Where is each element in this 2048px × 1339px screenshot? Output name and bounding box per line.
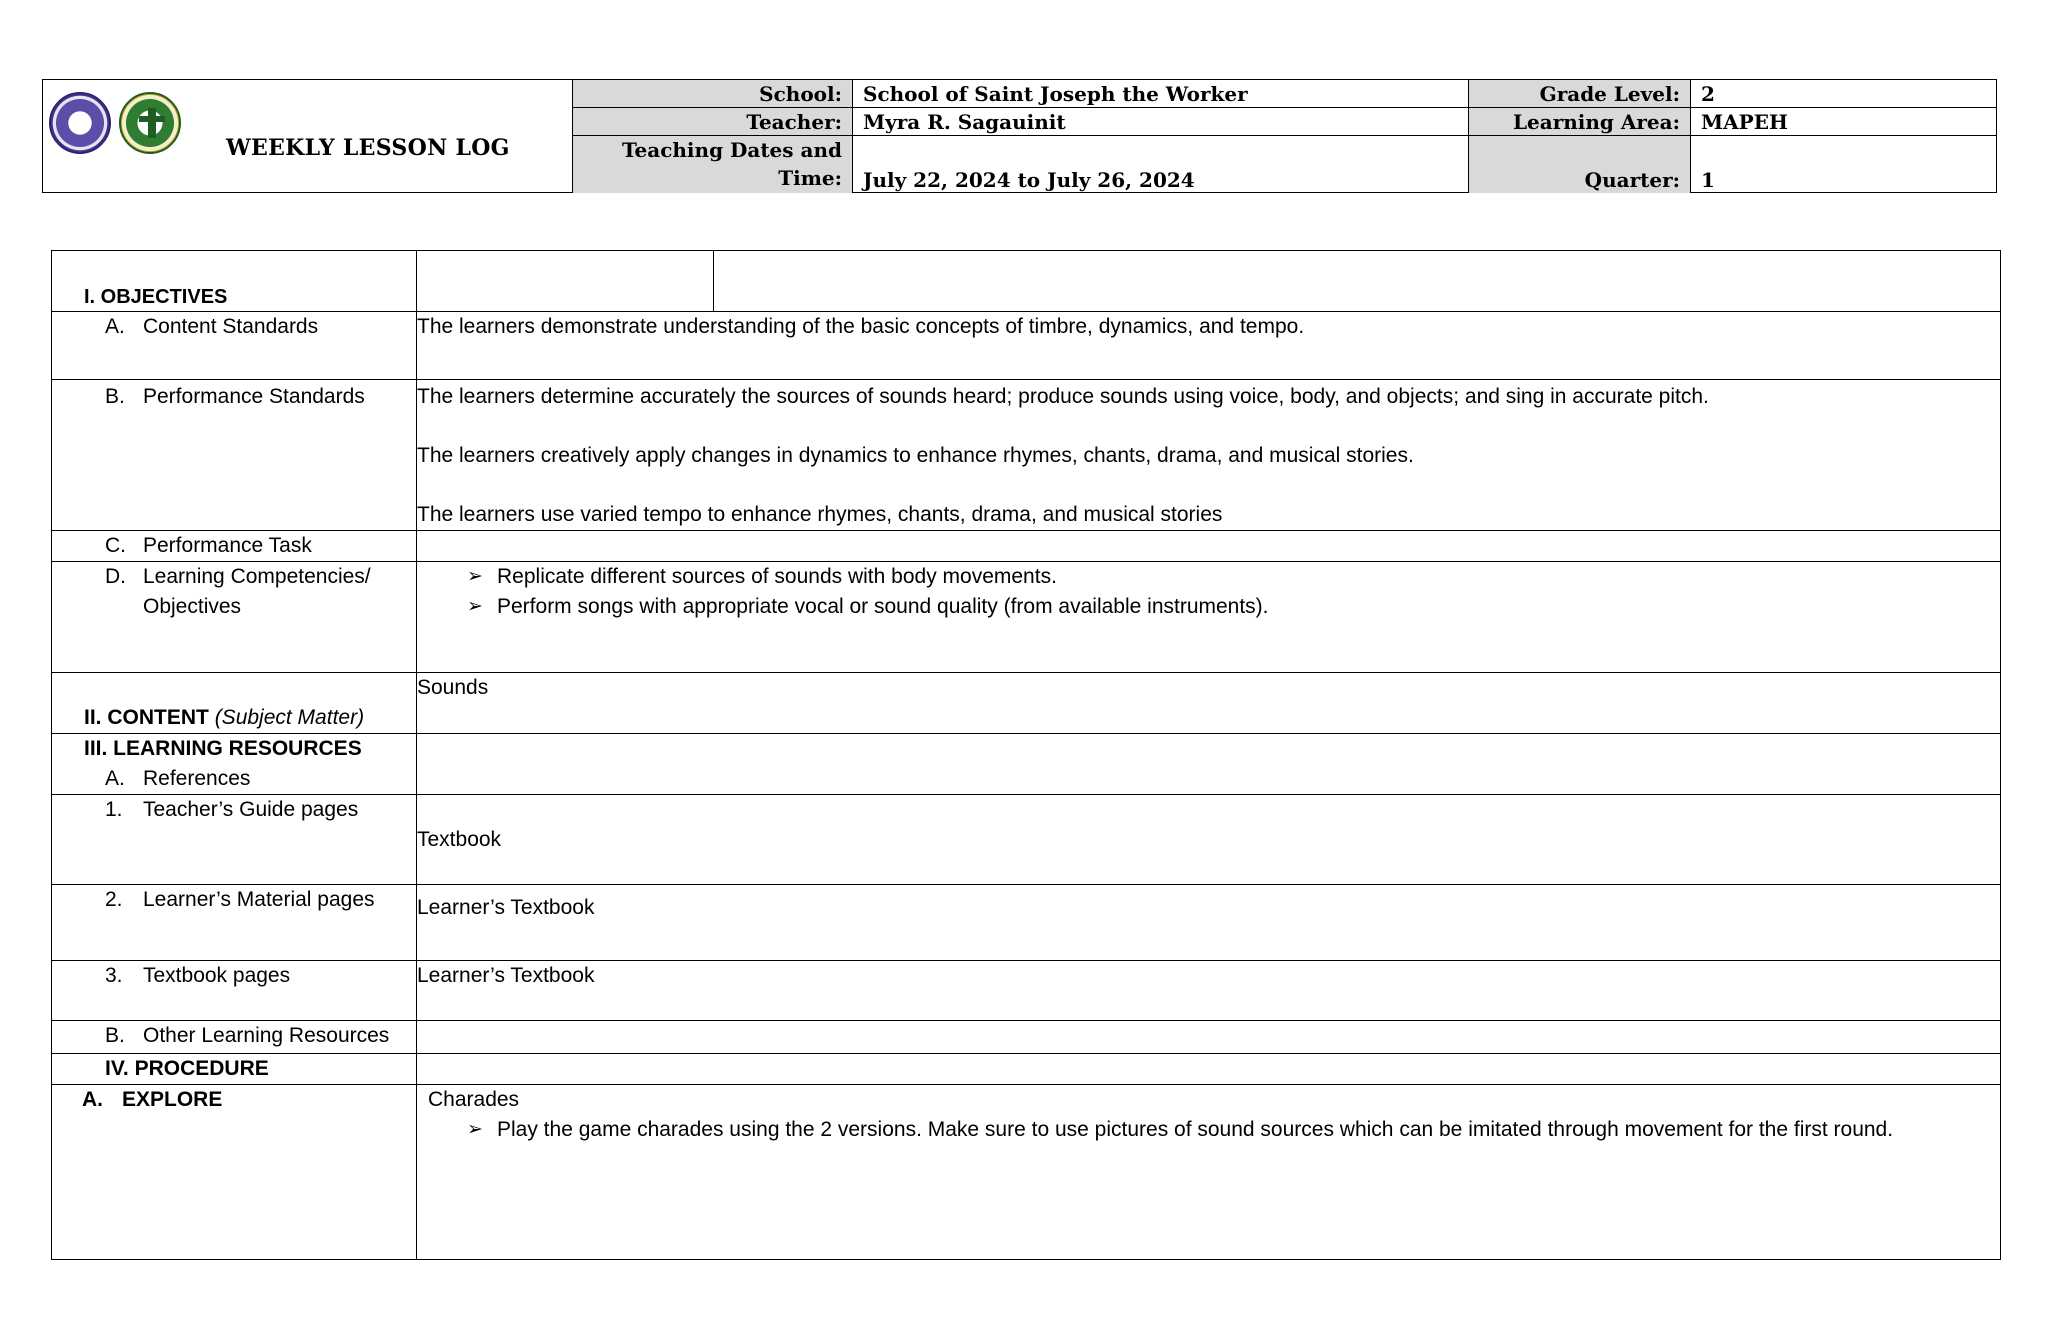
content-heading-italic: (Subject Matter) (214, 706, 365, 729)
list-item-text: Play the game charades using the 2 versions. Make sure to use pictures of sound sources which can be imitated through movement for the first round. (497, 1118, 1894, 1141)
learning-area-value: MAPEH (1691, 108, 1996, 136)
resources-blank-cell (417, 734, 2001, 795)
performance-task-label (52, 531, 416, 561)
content-heading-text: II. CONTENT (84, 706, 209, 729)
list-label: Other Learning Resources (143, 1024, 390, 1047)
content-value: Sounds (417, 673, 2001, 734)
list-label: Performance Task (143, 534, 312, 557)
resources-heading-cell (52, 734, 417, 795)
arrow-bullet-icon: ➢ (467, 1119, 483, 1140)
explore-list (417, 1115, 2000, 1145)
list-label: Textbook pages (143, 964, 291, 987)
competencies-value (417, 562, 2001, 673)
teaching-dates-label (573, 136, 853, 193)
list-label: Performance Standards (143, 385, 365, 408)
cross-bar-icon (139, 116, 165, 122)
list-marker: A. (82, 1088, 103, 1111)
teaching-dates-label-line1: Teaching Dates and (621, 138, 842, 162)
other-resources-label (52, 1021, 416, 1051)
performance-task-label-cell (52, 531, 417, 562)
header-logo-area (43, 80, 573, 192)
list-marker: C. (105, 534, 126, 557)
performance-standards-value (417, 380, 2001, 531)
performance-task-value (417, 531, 2001, 562)
teaching-dates-label-line2: Time: (778, 166, 842, 190)
list-item (467, 592, 2000, 622)
performance-standard-line: The learners creatively apply changes in dynamics to enhance rhymes, chants, drama, and musical stories. (417, 444, 1414, 467)
list-label: Teacher’s Guide pages (143, 798, 359, 821)
objectives-heading: I. OBJECTIVES (84, 286, 228, 308)
list-label: Learning Competencies/ (143, 565, 371, 588)
procedure-heading: IV. PROCEDURE (105, 1057, 269, 1080)
textbook-pages-label-cell (52, 961, 417, 1021)
textbook-pages-value: Learner’s Textbook (417, 961, 2001, 1021)
textbook-pages-label (52, 961, 416, 991)
competencies-label-text (143, 562, 371, 622)
list-item-text: Perform songs with appropriate vocal or sound quality (from available instruments). (497, 595, 1269, 618)
list-item (467, 1115, 2000, 1145)
learners-material-label-cell (52, 885, 417, 961)
school-seal-icon (119, 92, 181, 154)
arrow-bullet-icon: ➢ (467, 566, 483, 587)
table-row (52, 380, 2001, 531)
teacher-label: Teacher: (573, 108, 853, 136)
competencies-list (417, 562, 2000, 622)
list-marker: D. (105, 565, 126, 588)
competencies-label (52, 562, 416, 622)
list-label: Content Standards (143, 315, 319, 338)
performance-standards-label-cell (52, 380, 417, 531)
table-row (52, 1054, 2001, 1085)
objectives-heading-cell (52, 251, 417, 312)
list-marker: A. (105, 767, 125, 790)
teachers-guide-value: Textbook (417, 795, 2001, 885)
lesson-log-header (42, 79, 1997, 193)
procedure-blank-cell (417, 1054, 2001, 1085)
explore-label-cell (52, 1085, 417, 1260)
quarter-value: 1 (1701, 168, 1715, 192)
table-row (52, 885, 2001, 961)
school-value: School of Saint Joseph the Worker (853, 80, 1469, 108)
table-row (52, 312, 2001, 380)
content-standards-label-cell (52, 312, 417, 380)
list-marker: 3. (105, 964, 123, 987)
performance-standard-line: The learners determine accurately the sources of sounds heard; produce sounds using voice, body, and objects; and sing in accurate pitch. (417, 385, 1709, 408)
list-marker: 2. (105, 888, 123, 911)
table-row (52, 673, 2001, 734)
table-row (52, 251, 2001, 312)
teachers-guide-label (52, 795, 416, 825)
objectives-split (417, 251, 2000, 311)
objectives-blank-cell (417, 251, 2001, 312)
content-heading-cell (52, 673, 417, 734)
performance-standard-line: The learners use varied tempo to enhance rhymes, chants, drama, and musical stories (417, 503, 1223, 526)
list-item (467, 562, 2000, 592)
school-label: School: (573, 80, 853, 108)
teachers-guide-label-cell (52, 795, 417, 885)
content-standards-label (52, 312, 416, 342)
list-marker: B. (105, 1024, 125, 1047)
content-standards-value: The learners demonstrate understanding of the basic concepts of timbre, dynamics, and tempo. (417, 312, 2001, 380)
other-resources-label-cell (52, 1021, 417, 1054)
performance-standards-label (52, 382, 416, 412)
table-row (52, 961, 2001, 1021)
list-label: Learner’s Material pages (143, 888, 375, 911)
quarter-label: Quarter: (1469, 136, 1691, 193)
teaching-dates-value: July 22, 2024 to July 26, 2024 (853, 136, 1469, 193)
cross-icon (148, 108, 156, 138)
table-row (52, 1021, 2001, 1054)
table-row (52, 734, 2001, 795)
table-row (52, 562, 2001, 673)
table-row (52, 795, 2001, 885)
objectives-split-left (417, 251, 714, 311)
lesson-log-table (51, 250, 2001, 1260)
table-row (52, 1085, 2001, 1260)
procedure-heading-cell (52, 1054, 417, 1085)
list-marker: B. (105, 385, 125, 408)
references-label (52, 764, 416, 794)
grade-level-label: Grade Level: (1469, 80, 1691, 108)
list-item-text: Replicate different sources of sounds with body movements. (497, 565, 1057, 588)
explore-title: Charades (428, 1088, 520, 1111)
content-heading (52, 703, 416, 733)
explore-label (52, 1085, 416, 1115)
deped-seal-icon (49, 92, 111, 154)
competencies-label-cell (52, 562, 417, 673)
resources-heading: III. LEARNING RESOURCES (84, 737, 362, 760)
arrow-bullet-icon: ➢ (467, 596, 483, 617)
header-info-grid (573, 80, 1996, 192)
explore-value (417, 1085, 2001, 1260)
learners-material-label (52, 885, 416, 915)
list-marker: A. (105, 315, 125, 338)
grade-level-value: 2 (1691, 80, 1996, 108)
list-label: References (143, 767, 251, 790)
learning-area-label: Learning Area: (1469, 108, 1691, 136)
list-marker: 1. (105, 798, 123, 821)
list-label: EXPLORE (122, 1088, 223, 1111)
teacher-value: Myra R. Sagauinit (853, 108, 1469, 136)
learners-material-value: Learner’s Textbook (417, 885, 2001, 961)
list-label: Objectives (143, 595, 242, 618)
other-resources-value (417, 1021, 2001, 1054)
page-title: WEEKLY LESSON LOG (226, 135, 510, 161)
table-row (52, 531, 2001, 562)
